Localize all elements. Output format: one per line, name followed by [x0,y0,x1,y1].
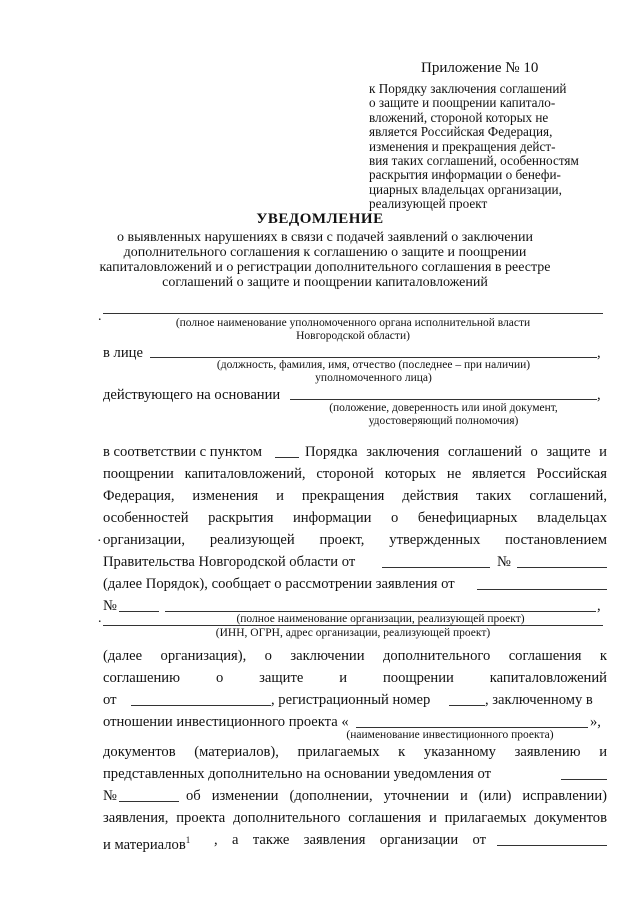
org-name-caption: (полное наименование организации, реализующей проект) [236,613,525,625]
subtitle-line: капиталовложений и о регистрации дополнительного соглашения в реестре [99,260,551,275]
appendix-line: к Порядку заключения соглашений [369,81,567,96]
acting-basis-label: действующего на основании [103,387,281,403]
project-caption: (наименование инвестиционного проекта) [346,729,554,741]
body-text: от [103,692,117,708]
margin-mark: . [98,611,102,626]
appendix-line: изменения и прекращения дейст- [369,138,556,154]
subtitle-line: дополнительного соглашения к соглашению о защите и поощрении [123,245,527,260]
person-caption: (должность, фамилия, имя, отчество (последнее – при наличии) уполномоченного лица) [216,359,531,384]
body-text: особенностей раскрытия информации о бенефициарных владельцах [103,510,607,526]
body-text: , заключенному в [485,692,593,708]
body-text: № [103,788,117,804]
appendix-line: реализующей проект [369,196,488,212]
appendix-line: раскрытия информации о бенефи- [369,167,561,183]
body-text: соглашению о защите и поощрении капиталовложений [103,670,607,686]
body-text: и материалов$^1$ [103,835,191,853]
appendix-line: вия таких соглашений, особенностям [369,153,579,169]
body-text: , регистрационный номер [271,692,431,708]
subtitle-line: о выявленных нарушениях в связи с подачей заявлений о заключении [117,230,533,245]
notice-date-field[interactable] [561,779,607,780]
body-text: (далее Порядок), сообщает о рассмотрении заявления от [103,576,455,592]
body-text: отношении инвестиционного проекта « [103,714,349,730]
body-text: документов (материалов), прилагаемых к указанному заявлению и [103,744,607,760]
body-text: , а также заявления организации от [214,832,486,848]
body-text: заявления, проекта дополнительного соглашения и прилагаемых документов [103,810,607,826]
appendix-description [369,82,599,212]
comma: , [597,387,601,403]
in-person-label: в лице [103,345,143,361]
document-title: УВЕДОМЛЕНИЕ [256,211,384,227]
resolution-date-field[interactable] [382,567,490,568]
body-text: в соответствии с пунктом [103,444,263,460]
application-date-field[interactable] [477,589,607,590]
document-subtitle [95,230,555,290]
margin-mark: . [98,309,102,324]
body-text: об изменении (дополнении, уточнении и (или) исправлении) [186,788,607,804]
comma: , [597,345,601,361]
body-text: № [497,554,511,570]
appendix-line: вложений, стороной которых не [369,109,549,125]
basis-caption: (положение, доверенность или иной документ, удостоверяющий полномочия) [329,402,558,427]
notice-number-field[interactable] [119,801,179,802]
body-text: представленных дополнительно на основании уведомления от [103,766,491,782]
acting-basis-line[interactable] [290,399,597,400]
project-name-field[interactable] [356,727,588,728]
body-text: поощрении капиталовложений, стороной которых не является Российская [103,466,607,482]
comma: , [597,598,601,614]
in-person-line[interactable] [150,357,597,358]
subtitle-line: соглашений о защите и поощрении капиталовложений [162,275,488,290]
margin-mark: · [97,534,102,549]
org-ids-caption: (ИНН, ОГРН, адрес организации, реализующей проект) [215,627,491,639]
body-text: № [103,598,117,614]
organization-ids-line[interactable] [103,625,603,626]
body-text: Правительства Новгородской области от [103,554,356,570]
organization-statement-date-field[interactable] [497,845,607,846]
appendix-line: циарных владельцах организации, [369,181,562,197]
body-text: Порядка заключения соглашений о защите и [305,444,607,460]
registration-number-field[interactable] [449,705,485,706]
appendix-line: о защите и поощрении капитало- [369,95,556,111]
appendix-title: Приложение № 10 [421,60,539,76]
clause-number-field[interactable] [275,457,299,458]
organization-name-line[interactable] [165,611,596,612]
body-text: », [590,714,601,730]
appendix-line: является Российская Федерация, [369,124,553,140]
resolution-number-field[interactable] [517,567,607,568]
footnote-marker: 1 [185,835,191,845]
agreement-date-field[interactable] [131,705,271,706]
authority-name-line[interactable] [103,313,603,314]
body-text: организации, реализующей проект, утвержденных постановлением [103,532,607,548]
authority-caption: (полное наименование уполномоченного органа исполнительной власти Новгородской области) [175,317,531,342]
application-number-field[interactable] [119,611,159,612]
body-text: Федерация, изменения и прекращения действия таких соглашений, [103,488,607,504]
body-text: (далее организация), о заключении дополнительного соглашения к [103,648,607,664]
